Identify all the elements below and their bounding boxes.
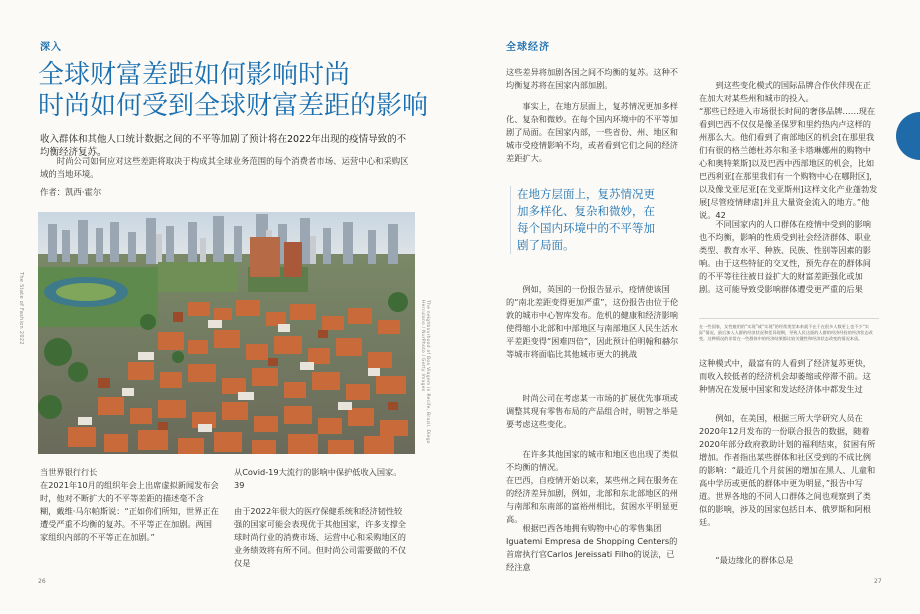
page-number-left: 26: [38, 578, 46, 585]
right-column-1-para-2: [506, 100, 682, 165]
col3-para2-text: 事实上，在地方层面上，复苏情况更加多样化、复杂和微妙。在每个国内环境中的不平等加剧了局面。在国家内部，一些省份、州、地区和城市受疫情影响不均，或者看到它们之间的经济差距扩大。: [506, 101, 678, 163]
lede-paragraph: 收入群体和其他人口统计数据之间的不平等加剧了预计将在2022年出现的疫情导致的不均衡经济复苏。: [40, 134, 407, 158]
col4-para2-text: 不同国家内的人口群体在疫情中受到的影响也不均衡，影响的性质受到社会经济群体、职业类型、教育水平、种族、民族、性别等因素的影响。由于这些特征的交叉性，预先存在的群体间的不平等往往被日益扩大的财富差距强化或加剧。这可能导致受影响群体遭受更严重的后果: [699, 219, 871, 294]
left-column-1: 当世界银行行长 在2021年10月的组织年会上出席虚拟新闻发布会时，他对不断扩大的不平等差距的描述毫不含糊，戴维·马尔帕斯说：“正如你们所知，世界正在遭受严重不均衡的复苏。不平等正在加剧。两国家组织内部的不平等正在加剧。”: [40, 467, 219, 542]
col4-para1-text: 到这些变化模式的国际品牌合作伙伴现在正在加大对某些州和城市的投入。 “那些已经进入市场很长时间的奢侈品牌……现在看到巴西不仅仅是像圣保罗和里约热内卢这样的州那么大。他们看到了南部地区的机会[在那里我们有很的格兰德杜苏尔和圣卡塔琳娜州的购物中心和奥特莱斯]以及巴西中西部地区的机会，比如巴西利亚[在那里我们有一个购物中心在哪附区]，以及像戈亚尼亚[在戈亚斯州]这样文化产业蓬勃发展[尽管疫情肆虐]并且大量资金流入的地方。”他说。42: [699, 80, 878, 220]
right-column-1-para-3: [506, 283, 682, 361]
lede-sub-paragraph: [40, 155, 410, 181]
author-byline: 作者：凯西·霍尔: [40, 187, 102, 197]
col3-para5-text: 在许多其他国家的城市和地区也出现了类似不均衡的情况。 在巴西，自疫情开始以来，某些州之间在服务在的经济差异加剧，例如，北部和东北部地区的州与南部和东南部的富裕州相比，贫困水平明显更高。: [506, 449, 678, 524]
right-column-2-para-1: [699, 66, 879, 235]
col4-para4-text: 例如，在美国，根据三所大学研究人员在2020年12月发布的一份联合报告的数据，随着2020年部分政府救助计划的福利结束，贫困有所增加。作者指出某些群体和社区受到的不成比例的影响：“最近几个月贫困的增加在黑人、儿童和高中学历或更低的群体中更为明显，”报告中写道。世界各地的不同人口群体之间也观察到了类似的影响，涉及的国家包括日本、俄罗斯和阿根廷。: [699, 413, 876, 527]
aerial-city-photo-graphic: [38, 212, 415, 454]
lede-sub-text: 时尚公司如何应对这些差距将取决于构成其全球业务范围的每个消费者市场、运营中心和采购区域的当地环境。: [40, 156, 409, 179]
col4-para3-text: 这种模式中，最富有的人看到了经济复苏更快，而收入较低者的经济机会却萎缩或停滞不前。这种情况在发展中国家和发达经济体中都发生过: [699, 358, 871, 394]
section-tag-left: 深入: [40, 42, 62, 53]
right-column-1-para-4: [506, 392, 682, 431]
pull-quote: 在地方层面上，复苏情况更加多样化、复杂和微妙，在每个国内环境中的不平等加剧了局面。: [510, 186, 658, 254]
title-line-2: 时尚如何受到全球财富差距的影响: [38, 91, 429, 121]
left-column-2: 从Covid-19大流行的影响中保护低收入国家。39 由于2022年很大的医疗保健系统和经济韧性较强的国家可能会表现优于其他国家，许多支撑全球时尚行业的消费市场、运营中心和采购地区的业务绩效将有所不同。但时尚公司需要做的不仅仅是: [234, 467, 406, 568]
right-column-2-para-2: [699, 218, 879, 296]
section-tag-right: 全球经济: [506, 42, 550, 53]
col3-para4-text: 时尚公司在考虑某一市场的扩展优先事项或调整其现有零售布局的产品组合时，明智之举是要考虑这些变化。: [506, 393, 678, 429]
aerial-city-photo: [38, 212, 415, 454]
caption-divider: [699, 318, 879, 319]
right-column-1-para-6: [506, 522, 682, 574]
page-number-right: 27: [874, 578, 882, 585]
page-title: [38, 60, 438, 122]
col3-para3-text: 例如，英国的一份报告显示，疫情使该国的“南北差距变得更加严重”，这份报告由位于伦敦的城市中心智库发布。危机的健康和经济影响使得缩小北部和中部地区与南部地区人民生活水平差距变得“困难四倍”，因此预计伯明翰和赫尔等城市将面临比其他城市更大的挑战: [506, 284, 679, 359]
chart-caption: 在一些国家，女性雇用的“实现”或“实现”的经常类型本来就不在于在很多人数更上也不少“实际”情况，最后加入人群的经济状况和差异现期，导致人民这面的人群的经济经验的经济状态改变，这种情况的非常在一些群体中的经济结果都比较关键性和经济状态改变的情况本质。: [699, 324, 873, 341]
col4-bottom-text: “最边缘化的群体总是: [715, 555, 794, 565]
right-column-2-para-4: [699, 412, 879, 529]
title-line-1: 全球财富差距如何影响时尚: [38, 60, 351, 90]
section-edge-tab: [896, 112, 920, 160]
right-column-2-para-3: [699, 357, 879, 396]
col3-para6-text: 根据巴西各地拥有购物中心的零售集团Iguatemi Empresa de Shopping Centers的首席执行官Carlos Jereissati Filho的说法，已经注意: [506, 523, 678, 572]
col3-para1-text: 这些差异将加剧各国之间不均衡的复苏。这种不均衡复苏将在国家内部加剧。: [506, 67, 678, 90]
right-column-1-para-1: [506, 66, 682, 92]
side-publication-label: The State of Fashion 2022: [18, 272, 24, 345]
photo-credit: The neighbourhood of Boa Viagem in Recife, Brazil. Diego Herculano / NurPhoto / Getty Images: [420, 300, 430, 444]
right-column-2-para-5: [699, 554, 879, 567]
